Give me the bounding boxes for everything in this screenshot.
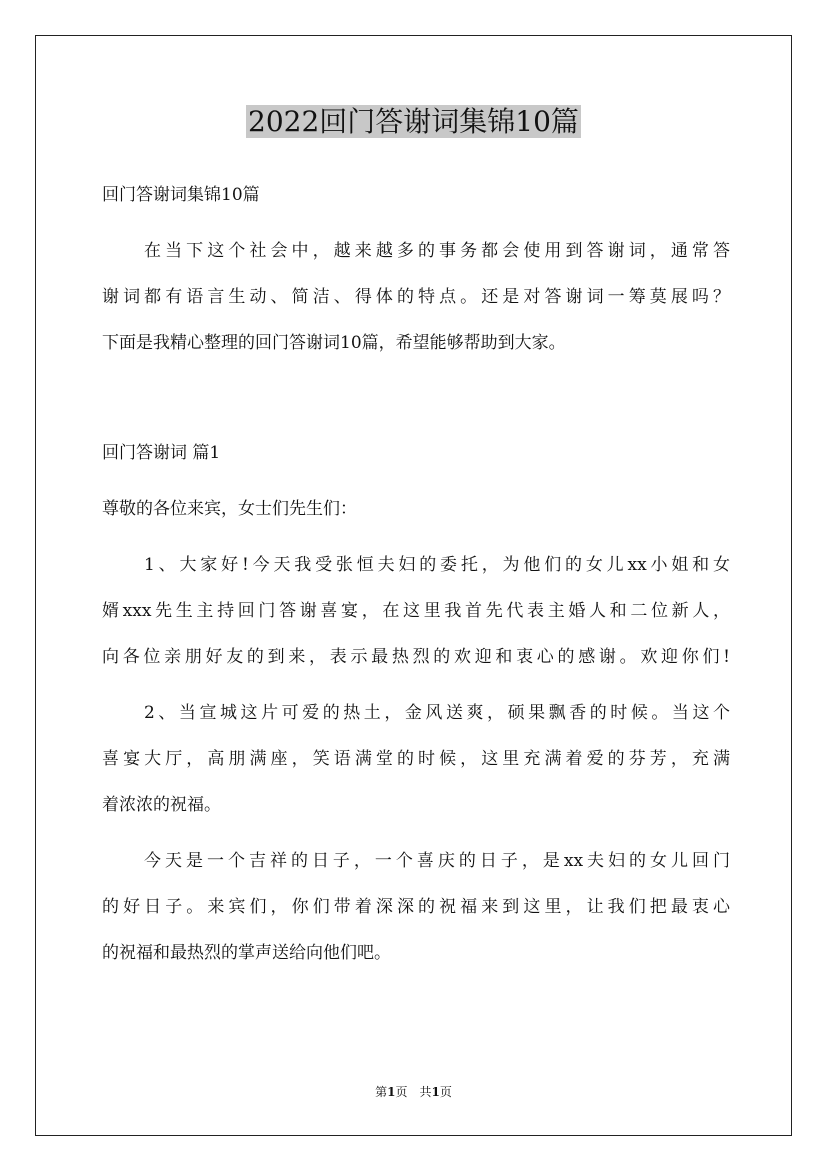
- intro-line-1: 在当下这个社会中，越来越多的事务都会使用到答谢词，通常答: [144, 241, 730, 261]
- para2-line-2: 喜宴大厅，高朋满座，笑语满堂的时候，这里充满着爱的芬芳，充满: [102, 749, 730, 769]
- document-subtitle: 回门答谢词集锦10篇: [102, 185, 260, 205]
- page-mid: 页 共: [395, 1085, 432, 1099]
- page-current: 1: [387, 1085, 396, 1099]
- para2-line-1: 2、当宣城这片可爱的热土，金风送爽，硕果飘香的时候。当这个: [144, 703, 730, 723]
- document-body: [102, 172, 730, 976]
- para1-line-1: 1、大家好!今天我受张恒夫妇的委托，为他们的女儿xx小姐和女: [144, 555, 730, 575]
- para1-line-2: 婿xxx先生主持回门答谢喜宴，在这里我首先代表主婚人和二位新人，: [102, 601, 730, 621]
- para3-line-2: 的好日子。来宾们，你们带着深深的祝福来到这里，让我们把最衷心: [102, 897, 730, 917]
- document-title: [0, 100, 827, 144]
- page-total: 1: [431, 1085, 440, 1099]
- salutation: 尊敬的各位来宾，女士们先生们：: [102, 499, 357, 519]
- para3-line-3: 的祝福和最热烈的掌声送给向他们吧。: [102, 943, 391, 963]
- intro-line-3: 下面是我精心整理的回门答谢词10篇，希望能够帮助到大家。: [102, 333, 566, 353]
- para2-line-3: 着浓浓的祝福。: [102, 795, 221, 815]
- section-heading: 回门答谢词 篇1: [102, 443, 221, 463]
- page-prefix: 第: [375, 1085, 388, 1099]
- intro-line-2: 谢词都有语言生动、简洁、得体的特点。还是对答谢词一筹莫展吗？: [102, 287, 730, 307]
- para1-line-3: 向各位亲朋好友的到来，表示最热烈的欢迎和衷心的感谢。欢迎你们!: [102, 647, 730, 667]
- page-footer: [0, 1083, 827, 1101]
- para3-line-1: 今天是一个吉祥的日子，一个喜庆的日子，是xx夫妇的女儿回门: [144, 851, 730, 871]
- page-suffix: 页: [439, 1085, 452, 1099]
- document-title-text: 2022回门答谢词集锦10篇: [248, 105, 579, 138]
